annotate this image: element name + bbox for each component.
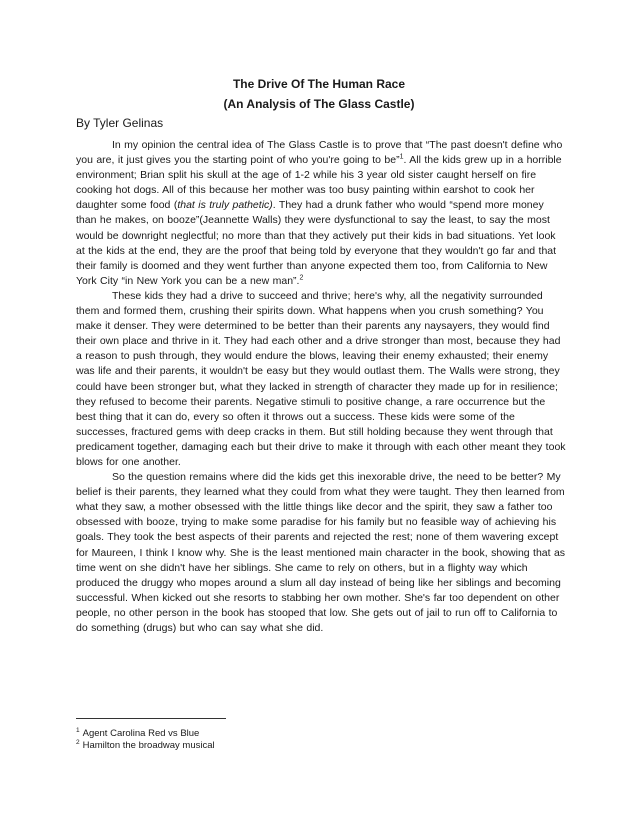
essay-body — [76, 138, 566, 636]
author-byline: By Tyler Gelinas — [76, 116, 164, 130]
footnote-1-text: Agent Carolina Red vs Blue — [82, 728, 200, 739]
footnotes — [76, 728, 476, 752]
paragraph-3: So the question remains where did the kids get this inexorable drive, the need to be better? My belief is their parents, they learned what they could from what they were taught. They then learned from what they saw, a mother obsessed with the little things like decor and the spirit, they saw a father too obsessed with booze, trying to make some paradise for his family but no feasible way of achieving his goals. They took the best aspects of their parents and rejected the rest; none of them wavering except for Maureen, I think I know why. She is the least mentioned main character in the book, showing that as time went on she didn't have her siblings. She came to rely on others, but in a flighty way which produced the druggy who mopes around a slum all day instead of being like her siblings and becoming successful. When kicked out she resorts to stabbing her own mother. She's far too dependent on other people, no other person in the book has stooped that low. She gets out of jail to run off to California to do something (drugs) but who can say what she did. — [76, 471, 566, 634]
paragraph-1-text-b: . All the kids grew up in a horrible environment; Brian split his skull at the age of 1-2 while his 3 year old sister caught herself on fire cooking hot dogs. All of this because her mother was too busy painting within earshot to cook her daughter some food ( — [76, 154, 562, 212]
footnote-ref-2: 2 — [299, 274, 304, 282]
paragraph-1-text-c: . They had a drunk father who would “spend more money than he makes, on booze”(Jeannette Walls) they were dysfunctional to say the least, to say the most would be downright neglectful; no more than that they actively put their kids in bad situations. Yet look at the kids at the end, they are the proof that being told by everyone that they wouldn't go far and that their family is doomed and they went further than anyone expected them too, from California to New York City “in New York you can be a new man”. — [76, 199, 557, 287]
footnote-2 — [76, 740, 476, 752]
paragraph-1-text-a: In my opinion the central idea of The Glass Castle is to prove that “The past doesn't define who you are, it just gives you the starting point of who you're going to be” — [76, 139, 563, 167]
footnote-ref-1: 1 — [399, 153, 404, 161]
footnote-1-number: 1 — [76, 726, 80, 734]
paragraph-1-italic: that is truly pathetic) — [177, 199, 273, 212]
footnote-2-text: Hamilton the broadway musical — [82, 740, 215, 751]
paragraph-2: These kids they had a drive to succeed and thrive; here's why, all the negativity surrounded them and formed them, crushing their spirits down. What happens when you crush something? You make it denser. They were determined to be better than their parents any naysayers, they would find their own place and thrive in it. They had each other and a drive stronger than most, because they had a reason to push through, they would endure the blows, leaving their enemy exhausted; their enemy was life and their parents, it wouldn't be easy but they would outlast them. The Walls were strong, they could have been stronger but, what they lacked in strength of character they made up for in resilience; they refused to become their parents. Negative stimuli to positive change, a rare occurrence but the best thing that it can do, every so often it throws out a success. These kids were some of the successes, fractured gems with deep cracks in them. But still holding because they went through that predicament together, damaging each but their drive to make it through with each other meant they took blows for one another. — [76, 289, 566, 468]
document-title: The Drive Of The Human Race — [232, 77, 406, 91]
document-subtitle: (An Analysis of The Glass Castle) — [223, 97, 415, 111]
footnote-2-number: 2 — [76, 738, 80, 746]
footnote-separator — [76, 718, 226, 719]
paragraph-1 — [76, 138, 566, 289]
footnote-1 — [76, 728, 476, 740]
